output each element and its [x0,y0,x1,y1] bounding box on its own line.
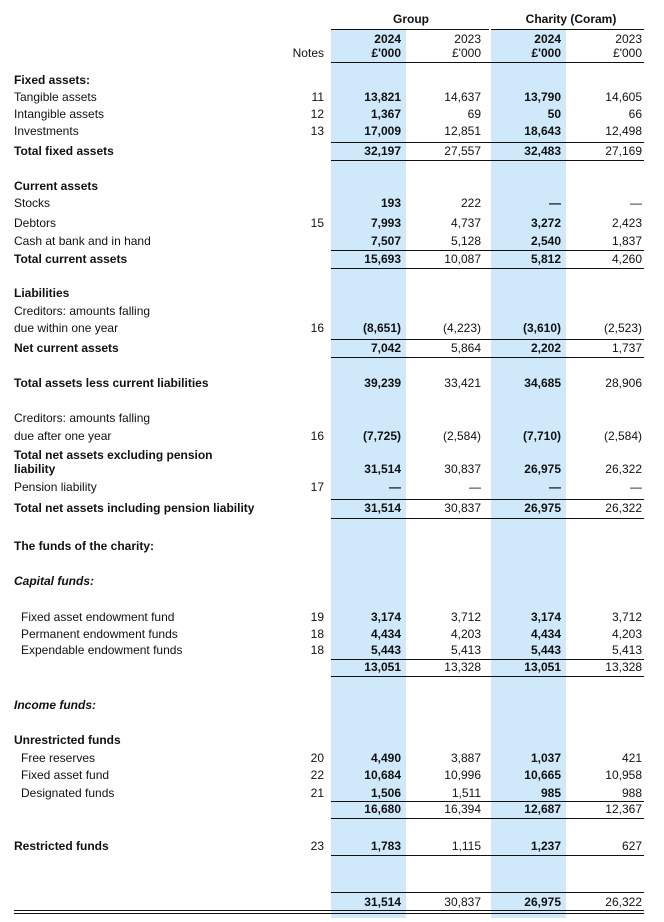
table-row [0,72,664,88]
table-row [0,195,664,211]
charity-2023-value: 421 [621,751,642,765]
table-row [0,801,664,817]
table-row [0,428,664,444]
table-row [0,285,664,301]
charity-2023-value: 1,737 [611,341,642,355]
row-label: Tangible assets [14,90,97,104]
group-2024-value: 4,490 [370,751,401,765]
row-note: 16 [310,321,324,335]
table-row [0,479,664,495]
charity-2024-unit: £'000 [531,46,561,60]
table-row [0,251,664,267]
group-2024-value: 13,821 [364,90,401,104]
table-row [0,461,664,477]
group-2024-value: 31,514 [364,501,401,515]
row-label: Fixed asset fund [21,768,110,782]
charity-2023-value: 4,260 [611,252,642,266]
charity-2023-value: 3,712 [611,610,642,624]
group-2023-value: — [469,480,481,494]
group-2023-value: 30,837 [444,462,481,476]
group-2023-value: 10,996 [444,768,481,782]
rule [331,499,644,500]
rule [331,142,644,143]
table-row [0,320,664,336]
group-2023-value: 5,128 [450,234,481,248]
group-2024-value: 1,783 [370,839,401,853]
table-row [0,143,664,159]
row-note: 18 [310,643,324,657]
row-label: Creditors: amounts falling [14,304,151,318]
group-2024-value: 193 [380,196,401,210]
group-2024-value: 31,514 [364,462,401,476]
group-2024-value: 1,367 [370,107,401,121]
charity-2024-value: 3,174 [530,610,561,624]
row-label: Total fixed assets [14,144,114,158]
rule [331,892,644,893]
table-row [0,642,664,658]
group-2024-value: 7,993 [370,216,401,230]
row-note: 20 [310,751,324,765]
group-2024-value: 17,009 [364,124,401,138]
group-2023-value: 30,837 [444,501,481,515]
row-label: Permanent endowment funds [21,627,178,641]
group-2024-value: 39,239 [364,376,401,390]
rule [331,357,644,358]
table-row [0,626,664,642]
row-label: Total net assets excluding pension [14,448,213,462]
table-row [0,732,664,748]
charity-2023-value: 26,322 [605,462,642,476]
charity-header: Charity (Coram) [525,12,617,26]
row-note: 17 [310,480,324,494]
row-note: 23 [310,839,324,853]
charity-2024-value: — [549,196,561,210]
charity-2024-value: 5,443 [530,643,561,657]
row-label: due within one year [14,321,119,335]
charity-2023-value: 26,322 [605,501,642,515]
table-row [0,538,664,554]
group-2023-value: 14,637 [444,90,481,104]
row-label: Liabilities [14,286,70,300]
row-label: Pension liability [14,480,97,494]
group-2023-value: 16,394 [444,802,481,816]
group-2023-value: 3,887 [450,751,481,765]
group-2023-value: (2,584) [442,429,481,443]
group-2024-value: 13,051 [364,660,401,674]
charity-2023-value: 10,958 [605,768,642,782]
group-2023-value: 10,087 [444,252,481,266]
group-2024-year: 2024 [374,32,401,46]
charity-2023-value: 13,328 [605,660,642,674]
row-label: Current assets [14,179,99,193]
row-note: 15 [310,216,324,230]
row-label: Fixed assets: [14,73,91,87]
charity-2024-year: 2024 [534,32,561,46]
final-double-rule [14,910,644,914]
rule [331,250,644,251]
group-2024-value: (8,651) [362,321,401,335]
group-2024-value: 7,042 [370,341,401,355]
row-note: 18 [310,627,324,641]
row-note: 21 [310,786,324,800]
row-label: due after one year [14,429,112,443]
charity-2023-value: 2,423 [611,216,642,230]
charity-2024-value: 985 [540,786,561,800]
group-2024-value: — [389,480,401,494]
group-header: Group [393,12,429,26]
rule [331,518,644,519]
row-label: Net current assets [14,341,119,355]
table-row [0,573,664,589]
rule [331,339,644,340]
charity-header-rule [491,29,644,30]
rule [331,268,644,269]
rule [331,676,644,677]
row-label: Free reserves [21,751,96,765]
group-2023-value: 4,203 [450,627,481,641]
group-2024-value: 1,506 [370,786,401,800]
group-2024-value: 31,514 [364,895,401,909]
charity-2023-value: 988 [621,786,642,800]
group-2023-value: 1,511 [451,786,481,800]
table-row [0,303,664,319]
rule [331,818,644,819]
charity-2024-value: 5,812 [530,252,561,266]
charity-2024-value: 26,975 [524,501,561,515]
table-row [0,106,664,122]
table-row [0,697,664,713]
charity-2023-unit: £'000 [613,46,642,60]
rule [331,659,644,660]
row-note: 16 [310,429,324,443]
table-row [0,340,664,356]
table-row [0,233,664,249]
charity-2024-value: 50 [547,107,561,121]
row-label: Stocks [14,196,51,210]
row-note: 13 [310,124,324,138]
group-2023-value: 69 [467,107,481,121]
row-label: Intangible assets [14,107,105,121]
charity-2024-value: 10,665 [524,768,561,782]
group-2023-value: (4,223) [442,321,481,335]
group-2024-value: 3,174 [370,610,401,624]
charity-2024-value: (3,610) [522,321,561,335]
table-row [0,89,664,105]
group-2023-value: 222 [460,196,481,210]
charity-2024-value: 3,272 [530,216,561,230]
group-2024-unit: £'000 [371,46,401,60]
charity-2023-value: 28,906 [605,376,642,390]
charity-2023-value: — [630,480,642,494]
group-2023-value: 30,837 [444,895,481,909]
row-label: Total net assets including pension liability [14,501,255,515]
notes-header: Notes [292,46,324,60]
row-label: liability [14,462,56,476]
charity-2023-year: 2023 [615,32,642,46]
charity-2024-value: 2,540 [530,234,561,248]
charity-2023-value: — [630,196,642,210]
charity-2023-value: 627 [621,839,642,853]
table-row [0,375,664,391]
table-row [0,767,664,783]
rule [331,801,644,802]
table-row [0,123,664,139]
group-2024-value: 16,680 [364,802,401,816]
row-label: Income funds: [14,698,97,712]
charity-2023-value: 4,203 [611,627,642,641]
row-note: 19 [310,610,324,624]
table-row [0,410,664,426]
row-label: Cash at bank and in hand [14,234,151,248]
table-row [0,215,664,231]
table-row [0,178,664,194]
header-bottom-rule [331,62,644,63]
rule [331,160,644,161]
row-note: 11 [311,90,324,104]
row-note: 22 [310,768,324,782]
row-label: The funds of the charity: [14,539,155,553]
charity-2024-value: 13,051 [524,660,561,674]
group-2024-value: 4,434 [370,627,401,641]
charity-2024-value: — [549,480,561,494]
group-2023-value: 27,557 [444,144,481,158]
group-2023-value: 5,864 [450,341,481,355]
charity-2023-value: 12,498 [605,124,642,138]
group-2023-value: 5,413 [450,643,481,657]
charity-2023-value: (2,584) [603,429,642,443]
charity-2023-value: 27,169 [605,144,642,158]
group-2023-year: 2023 [454,32,481,46]
table-row [0,894,664,910]
charity-2024-value: 13,790 [524,90,561,104]
row-label: Designated funds [21,786,115,800]
charity-2023-value: 5,413 [611,643,642,657]
group-2023-value: 4,737 [450,216,481,230]
charity-2024-value: 34,685 [524,376,561,390]
row-label: Capital funds: [14,574,94,588]
group-2024-value: 10,684 [364,768,401,782]
row-label: Creditors: amounts falling [14,411,151,425]
row-label: Fixed asset endowment fund [21,610,175,624]
row-label: Restricted funds [14,839,109,853]
charity-2024-value: (7,710) [522,429,561,443]
group-2023-value: 13,328 [444,660,481,674]
group-2023-value: 1,115 [451,839,481,853]
charity-2024-value: 1,037 [530,751,561,765]
charity-2023-value: (2,523) [603,321,642,335]
charity-2024-value: 4,434 [530,627,561,641]
charity-2024-value: 32,483 [524,144,561,158]
table-row [0,838,664,854]
rule [331,855,644,856]
charity-2023-value: 66 [628,107,642,121]
group-2024-value: 32,197 [364,144,401,158]
row-label: Expendable endowment funds [21,643,183,657]
row-note: 12 [310,107,324,121]
group-2024-value: (7,725) [362,429,401,443]
group-2023-value: 33,421 [444,376,481,390]
row-label: Total current assets [14,252,128,266]
charity-2024-value: 2,202 [530,341,561,355]
group-2024-value: 5,443 [370,643,401,657]
table-row [0,750,664,766]
charity-2023-value: 12,367 [605,802,642,816]
row-label: Investments [14,124,79,138]
table-row [0,659,664,675]
charity-2024-value: 26,975 [524,462,561,476]
charity-2023-value: 14,605 [605,90,642,104]
group-2023-unit: £'000 [452,46,481,60]
charity-2024-value: 12,687 [524,802,561,816]
group-2023-value: 12,851 [444,124,481,138]
charity-2024-value: 1,237 [530,839,561,853]
row-label: Total assets less current liabilities [14,376,209,390]
charity-2023-value: 1,837 [611,234,642,248]
group-2023-value: 3,712 [450,610,481,624]
group-2024-value: 7,507 [370,234,401,248]
group-header-rule [331,29,489,30]
charity-2024-value: 26,975 [524,895,561,909]
group-2024-value: 15,693 [364,252,401,266]
table-row [0,785,664,801]
row-label: Debtors [14,216,57,230]
charity-2024-value: 18,643 [524,124,561,138]
table-row [0,500,664,516]
row-label: Unrestricted funds [14,733,121,747]
charity-2023-value: 26,322 [605,895,642,909]
table-row [0,609,664,625]
